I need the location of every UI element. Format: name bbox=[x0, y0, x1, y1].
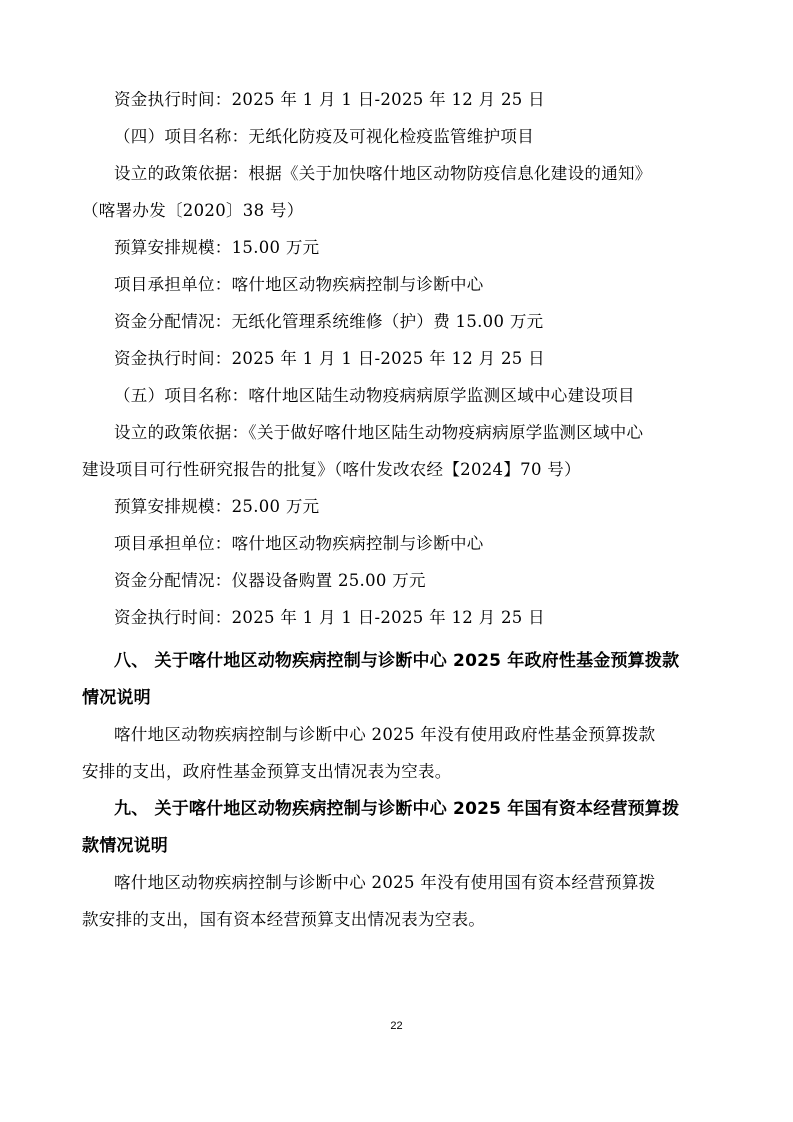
section-heading: 九、 关于喀什地区动物疾病控制与诊断中心 2025 年国有资本经营预算拨 bbox=[114, 799, 680, 819]
section-heading: 八、 关于喀什地区动物疾病控制与诊断中心 2025 年政府性基金预算拨款 bbox=[114, 651, 680, 671]
page-number: 22 bbox=[390, 1020, 403, 1032]
text-line: 资金分配情况：无纸化管理系统维修（护）费 15.00 万元 bbox=[114, 312, 544, 331]
text-line: 建设项目可行性研究报告的批复》（喀什发改农经【2024】70 号） bbox=[82, 460, 581, 479]
section-heading: 情况说明 bbox=[82, 688, 151, 708]
section-heading: 款情况说明 bbox=[82, 836, 168, 856]
text-line: 预算安排规模：25.00 万元 bbox=[114, 497, 320, 516]
text-line: 资金执行时间：2025 年 1 月 1 日-2025 年 12 月 25 日 bbox=[114, 90, 545, 109]
text-line: （四）项目名称：无纸化防疫及可视化检疫监管维护项目 bbox=[114, 127, 534, 146]
text-line: 资金执行时间：2025 年 1 月 1 日-2025 年 12 月 25 日 bbox=[114, 608, 545, 627]
text-line: 安排的支出，政府性基金预算支出情况表为空表。 bbox=[82, 762, 452, 781]
text-line: 喀什地区动物疾病控制与诊断中心 2025 年没有使用政府性基金预算拨款 bbox=[114, 725, 656, 744]
text-line: 资金执行时间：2025 年 1 月 1 日-2025 年 12 月 25 日 bbox=[114, 349, 545, 368]
text-line: 项目承担单位：喀什地区动物疾病控制与诊断中心 bbox=[114, 275, 484, 294]
text-line: （五）项目名称：喀什地区陆生动物疫病病原学监测区域中心建设项目 bbox=[114, 386, 635, 405]
text-line: 资金分配情况：仪器设备购置 25.00 万元 bbox=[114, 571, 426, 590]
text-line: 预算安排规模：15.00 万元 bbox=[114, 238, 320, 257]
text-line: （喀署办发〔2020〕38 号） bbox=[82, 201, 304, 220]
text-line: 设立的政策依据：根据《关于加快喀什地区动物防疫信息化建设的通知》 bbox=[114, 164, 652, 183]
text-line: 设立的政策依据：《关于做好喀什地区陆生动物疫病病原学监测区域中心 bbox=[114, 423, 644, 442]
text-line: 款安排的支出，国有资本经营预算支出情况表为空表。 bbox=[82, 910, 486, 929]
text-line: 项目承担单位：喀什地区动物疾病控制与诊断中心 bbox=[114, 534, 484, 553]
text-line: 喀什地区动物疾病控制与诊断中心 2025 年没有使用国有资本经营预算拨 bbox=[114, 873, 656, 892]
